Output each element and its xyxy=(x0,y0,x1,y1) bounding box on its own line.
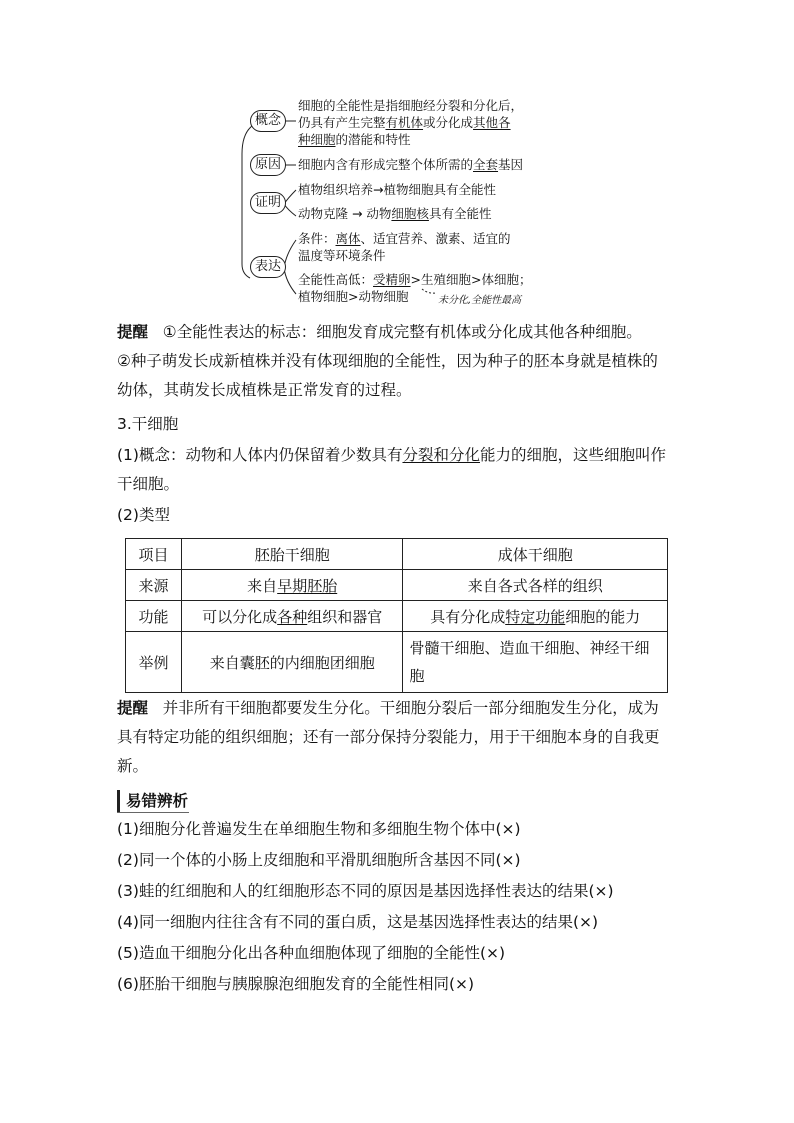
errors-title-underline xyxy=(117,812,189,813)
reminder-1-line-3: 幼体，其萌发长成植株是正常发育的过程。 xyxy=(117,381,412,399)
cell-keyword: 早期胚胎 xyxy=(277,576,338,595)
reminder-1-text: ①全能性表达的标志：细胞发育成完整有机体或分化成其他各种细胞。 xyxy=(162,323,642,341)
reminder-2-text: 并非所有干细胞都要发生分化。干细胞分裂后一部分细胞发生分化，成为 xyxy=(162,699,659,717)
reminder-1-title: 提醒 xyxy=(117,323,149,341)
cell-keyword: 各种 xyxy=(277,607,308,626)
table-header-adult: 成体干细胞 xyxy=(403,539,668,570)
concept-line-2 xyxy=(298,115,511,131)
stem-cell-concept-line-1 xyxy=(117,441,677,470)
table-cell-embryonic-function xyxy=(181,601,403,632)
proof-text-c: 具有全能性 xyxy=(428,206,492,221)
concept-keyword-cells: 种细胞 xyxy=(298,132,336,147)
concept-text: 或分化成 xyxy=(423,115,474,130)
error-item: (5)造血干细胞分化出各种血细胞体现了细胞的全能性(×) xyxy=(117,944,506,962)
expression-keyword-isolated: 离体 xyxy=(335,231,361,246)
error-item: (6)胚胎干细胞与胰腺腺泡细胞发育的全能性相同(×) xyxy=(117,975,475,993)
table-cell-label: 举例 xyxy=(126,632,182,693)
concept-keyword-other: 其他各 xyxy=(473,115,511,130)
errors-list xyxy=(117,814,677,1000)
table-cell-adult-source: 来自各式各样的组织 xyxy=(403,570,668,601)
table-cell-embryonic-example: 来自囊胚的内细胞团细胞 xyxy=(181,632,403,693)
table-cell-label: 功能 xyxy=(126,601,182,632)
expression-condition-line-1 xyxy=(298,231,511,247)
concept-keyword-organism: 有机体 xyxy=(385,115,424,130)
concept-line-1: 细胞的全能性是指细胞经分裂和分化后， xyxy=(298,98,524,113)
expression-text: 条件： xyxy=(298,231,336,246)
concept-text: 仍具有产生完整 xyxy=(298,115,386,130)
node-expression: 表达 xyxy=(250,256,286,278)
reminder-2-line-3: 新。 xyxy=(117,757,149,775)
reminder-2 xyxy=(117,694,677,781)
stem-cell-table xyxy=(125,538,668,693)
proof-line-1: 植物组织培养→植物细胞具有全能性 xyxy=(298,182,496,197)
reminder-1 xyxy=(117,318,677,405)
error-item: (1)细胞分化普遍发生在单细胞生物和多细胞生物个体中(×) xyxy=(117,820,521,838)
cell-text: 可以分化成 xyxy=(202,607,278,626)
reminder-1-line-2: ②种子萌发长成新植株并没有体现细胞的全能性，因为种子的胚本身就是植株的 xyxy=(117,352,658,370)
expression-text: 全能性高低： xyxy=(298,272,374,287)
cell-text: 来自 xyxy=(247,576,278,595)
proof-keyword-nucleus: 细胞核 xyxy=(391,206,429,221)
table-header-item: 项目 xyxy=(126,539,182,570)
cell-text: 具有分化成 xyxy=(430,607,506,626)
stem-cell-concept-text: 能力的细胞，这些细胞叫作 xyxy=(479,446,666,464)
expression-level-line-1 xyxy=(298,272,531,288)
table-row-header xyxy=(126,539,668,570)
table-header-embryonic: 胚胎干细胞 xyxy=(181,539,403,570)
concept-line-3 xyxy=(298,132,411,148)
reminder-1-line-1 xyxy=(117,318,677,347)
error-item: (3)蛙的红细胞和人的红细胞形态不同的原因是基因选择性表达的结果(×) xyxy=(117,882,614,900)
cause-text xyxy=(298,157,523,173)
expression-level-line-2: 植物细胞>动物细胞 xyxy=(298,289,409,304)
expression-text: >生殖细胞>体细胞； xyxy=(410,272,532,287)
reminder-2-title: 提醒 xyxy=(117,699,149,717)
node-concept: 概念 xyxy=(250,110,286,132)
stem-cell-types-heading: (2)类型 xyxy=(117,506,170,524)
table-row-example xyxy=(126,632,668,693)
reminder-2-line-2: 具有特定功能的组织细胞；还有一部分保持分裂能力，用于干细胞本身的自我更 xyxy=(117,728,660,746)
errors-title: 易错辨析 xyxy=(117,790,188,812)
cell-text: 细胞的能力 xyxy=(565,607,641,626)
cause-keyword: 全套 xyxy=(473,157,499,172)
stem-cell-concept-line-2: 干细胞。 xyxy=(117,475,180,493)
reminder-2-line-1 xyxy=(117,694,677,723)
proof-text-a: 动物克隆 → 动物 xyxy=(298,206,392,221)
cause-text-a: 细胞内含有形成完整个体所需的 xyxy=(298,157,474,172)
cell-text: 组织和器官 xyxy=(307,607,383,626)
concept-text: 的潜能和特性 xyxy=(335,132,411,147)
table-row-source xyxy=(126,570,668,601)
table-cell-embryonic-source xyxy=(181,570,403,601)
node-proof: 证明 xyxy=(250,192,286,214)
table-cell-adult-function xyxy=(403,601,668,632)
expression-text: 、适宜营养、激素、适宜的 xyxy=(360,231,511,246)
stem-cell-keyword: 分裂和分化 xyxy=(402,446,480,464)
table-cell-adult-example: 骨髓干细胞、造血干细胞、神经干细胞 xyxy=(403,632,668,693)
cell-keyword: 特定功能 xyxy=(505,607,566,626)
stem-cell-concept-text: (1)概念：动物和人体内仍保留着少数具有 xyxy=(117,446,403,464)
expression-keyword-zygote: 受精卵 xyxy=(373,272,411,287)
proof-line-2 xyxy=(298,206,491,222)
error-item: (4)同一细胞内往往含有不同的蛋白质，这是基因选择性表达的结果(×) xyxy=(117,913,599,931)
table-row-function xyxy=(126,601,668,632)
cause-text-c: 基因 xyxy=(498,157,524,172)
cell-totipotency-diagram xyxy=(240,94,580,310)
section-3-heading: 3.干细胞 xyxy=(117,415,179,433)
table-cell-label: 来源 xyxy=(126,570,182,601)
handwritten-note: 未分化,全能性最高 xyxy=(438,295,522,306)
section-3 xyxy=(117,410,677,530)
node-cause: 原因 xyxy=(250,154,286,176)
expression-condition-line-2: 温度等环境条件 xyxy=(298,248,386,263)
error-item: (2)同一个体的小肠上皮细胞和平滑肌细胞所含基因不同(×) xyxy=(117,851,521,869)
